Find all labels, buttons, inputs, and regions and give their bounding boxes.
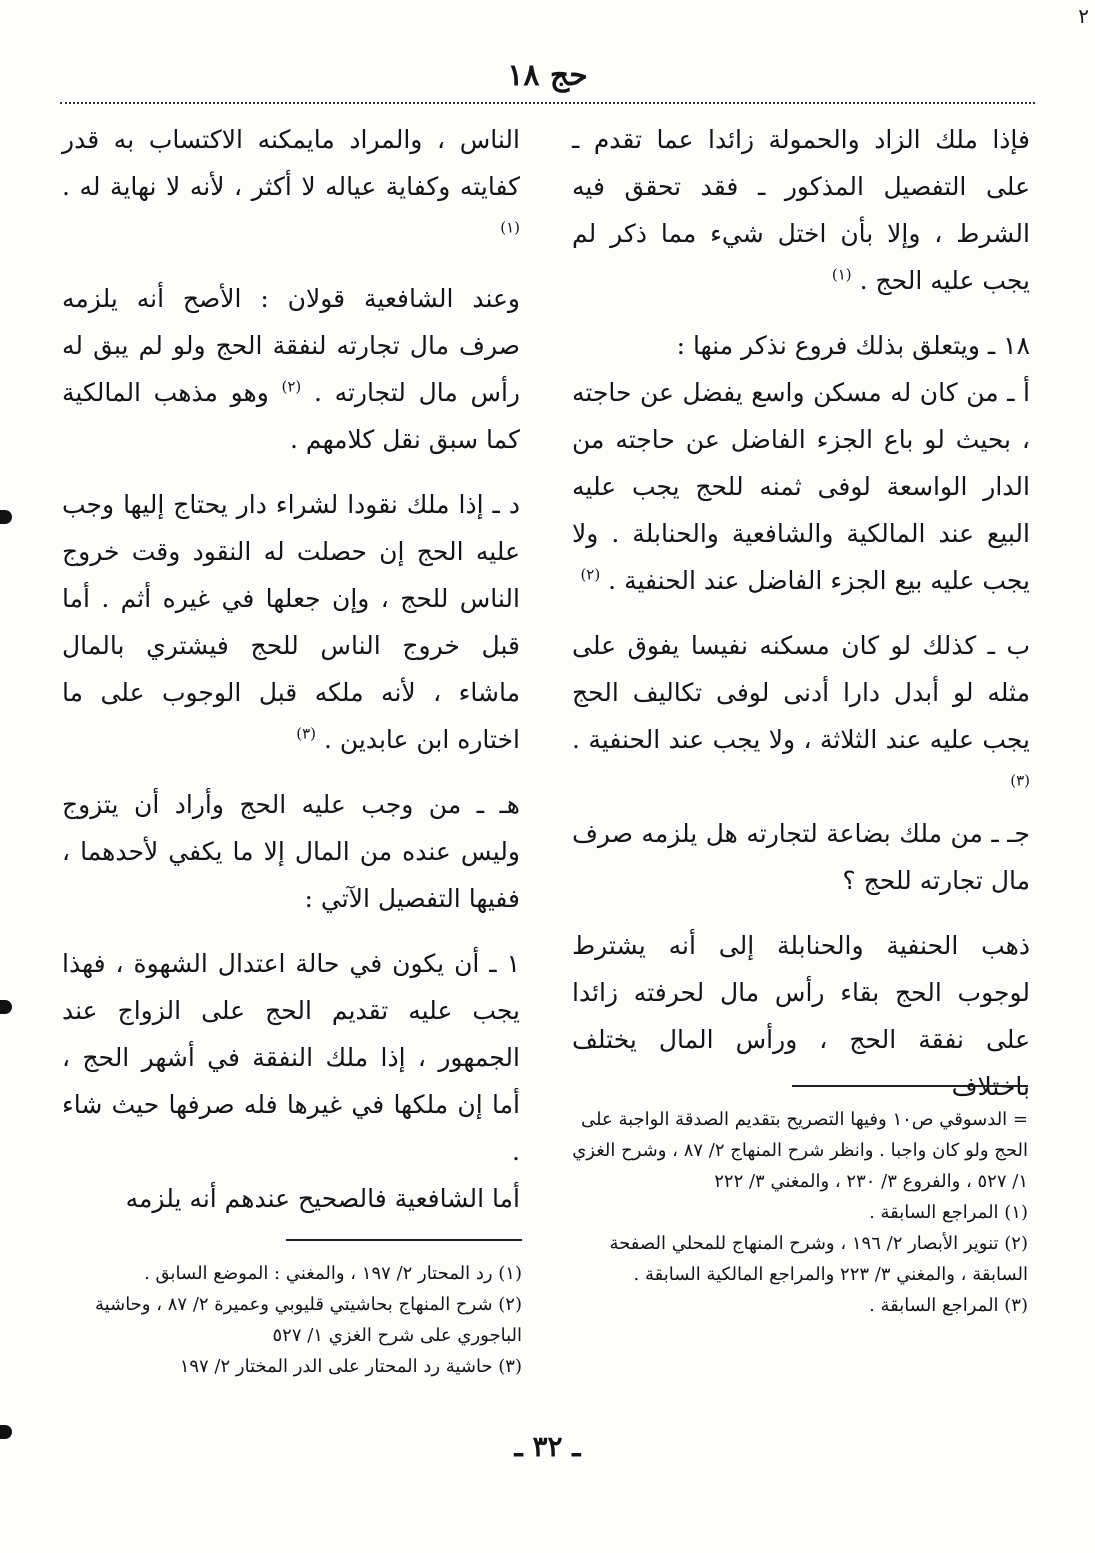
paragraph-case-1: ١ ـ أن يكون في حالة اعتدال الشهوة ، فهذا يجب عليه تقديم الحج على الزواج عند الجمهور ، إذا ملك النفقة في أشهر الحج ، أما إن ملكها في غيرها فله صرفها حيث شاء .	[62, 949, 520, 1166]
paragraph-shafii-correct: أما الشافعية فالصحيح عندهم أنه يلزمه	[125, 1184, 520, 1213]
footnote-ref: (٣)	[1010, 771, 1030, 790]
footnote-separator-left	[286, 1239, 522, 1241]
footnote-2: (٢) شرح المنهاج بحاشيتي قليوبي وعميرة ٢/ ٨٧ ، وحاشية الباجوري على شرح الغزي ١/ ٥٢٧	[95, 1294, 522, 1346]
paragraph-capital-continued: الناس ، والمراد مايمكنه الاكتساب به قدر كفايته وكفاية عياله لا أكثر ، لأنه لا نهاية له . $^{(١)}$	[62, 125, 520, 237]
footnote-ref: (٢)	[580, 565, 601, 584]
paragraph-branch-d: د ـ إذا ملك نقودا لشراء دار يحتاج إليها وجب عليه الحج إن حصلت له النقود وقت خروج الناس للحج ، وإن جعلها في غيره أثم . أما قبل خروج الناس للحج فيشتري بالمال ماشاء ، لأنه ملكه قبل الوجوب على ما اختاره ابن عابدين . $^{(٣)}$	[62, 490, 520, 754]
paragraph-branch-b: ب ـ كذلك لو كان مسكنه نفيسا يفوق على مثله لو أبدل دارا أدنى لوفى تكاليف الحج يجب عليه عند الثلاثة ، ولا يجب عند الحنفية . $^{(٣)}$	[572, 631, 1030, 790]
footnote-3: (٣) المراجع السابقة .	[869, 1295, 1028, 1316]
paragraph-conditions-met: فإذا ملك الزاد والحمولة زائدا عما تقدم ـ على التفصيل المذكور ـ فقد تحقق فيه الشرط ، وإلا بأن اختل شيء مما ذكر لم يجب عليه الحج . $^{(١)}$	[572, 125, 1030, 295]
footnote-ref: (٣)	[296, 724, 316, 743]
paragraph-hanafi-hanbali: ذهب الحنفية والحنابلة إلى أنه يشترط لوجوب الحج بقاء رأس مال لحرفته زائدا على نفقة الحج ، ورأس المال يختلف باختلاف	[572, 931, 1030, 1101]
footnote-continuation: = الدسوقي ص١٠ وفيها التصريح بتقديم الصدقة الواجبة على الحج ولو كان واجبا . وانظر شرح المنهاج ٢/ ٨٧ ، وشرح الغزي ١/ ٥٢٧ ، والفروع ٣/ ٢٣٠ ، والمغني ٣/ ٢٢٢	[572, 1109, 1028, 1192]
paragraph-branch-c: جـ ـ من ملك بضاعة لتجارته هل يلزمه صرف مال تجارته للحج ؟	[572, 819, 1030, 895]
right-column	[572, 116, 1030, 1128]
paragraph-branch-a: أ ـ من كان له مسكن واسع يفضل عن حاجته ، بحيث لو باع الجزء الفاضل عن حاجته من الدار الواسعة لوفى ثمنه للحج يجب عليه البيع عند المالكية والشافعية والحنابلة . ولا يجب عليه بيع الجزء الفاضل عند الحنفية . $^{(٢)}$	[572, 378, 1030, 595]
footnote-1: (١) رد المحتار ٢/ ١٩٧ ، والمغني : الموضع السابق .	[144, 1263, 522, 1284]
footnote-ref: (١)	[831, 265, 852, 284]
header-dotted-rule	[60, 102, 1035, 104]
footnote-3: (٣) حاشية رد المحتار على الدر المختار ٢/ ١٩٧	[179, 1356, 522, 1377]
paragraph-section-18: ١٨ ـ ويتعلق بذلك فروع نذكر منها :	[676, 331, 1030, 360]
footnotes-right	[572, 1104, 1028, 1321]
paragraph-branch-h: هـ ـ من وجب عليه الحج وأراد أن يتزوج وليس عنده من المال إلا ما يكفي لأحدهما ، ففيها التفصيل الآتي :	[62, 790, 520, 913]
footnote-separator-right	[792, 1085, 1028, 1087]
footnote-2: (٢) تنوير الأبصار ٢/ ١٩٦ ، وشرح المنهاج للمحلي الصفحة السابقة ، والمغني ٣/ ٢٢٣ والمراجع المالكية السابقة .	[609, 1233, 1028, 1285]
corner-mark: ٢	[1078, 4, 1089, 28]
left-column	[62, 116, 520, 1240]
binding-hole-mark	[0, 1000, 12, 1014]
running-header-title: حج ١٨	[507, 58, 588, 93]
paragraph-shafii-view: وعند الشافعية قولان : الأصح أنه يلزمه صرف مال تجارته لنفقة الحج ولو لم يبق له رأس مال لتجارته . $^{(٢)}$ وهو مذهب المالكية كما سبق نقل كلامهم .	[62, 284, 520, 454]
page-number: ـ ٣٢ ـ	[514, 1430, 581, 1463]
footnote-1: (١) المراجع السابقة .	[869, 1202, 1028, 1223]
footnote-ref: (٢)	[281, 377, 302, 396]
binding-hole-mark	[0, 510, 12, 524]
footnotes-left	[62, 1258, 522, 1382]
footnote-ref: (١)	[500, 218, 520, 237]
